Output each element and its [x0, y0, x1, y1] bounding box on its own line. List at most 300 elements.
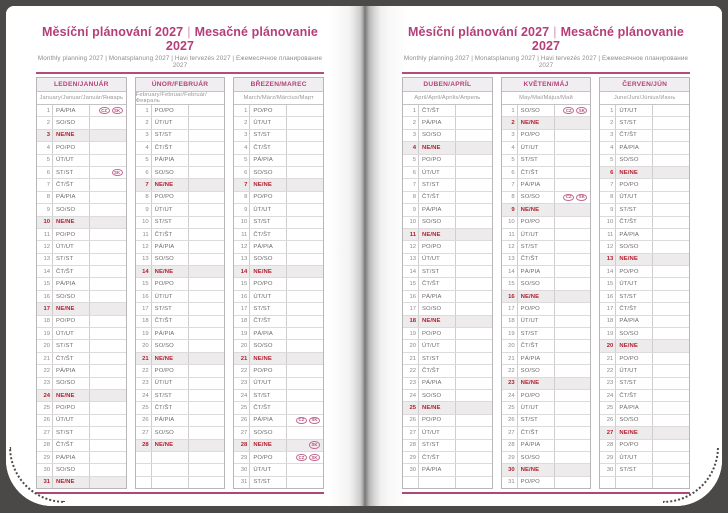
- day-row: [136, 353, 225, 365]
- day-abbreviation: PÁ/PIA: [53, 365, 90, 376]
- notes-cell: [555, 378, 591, 389]
- day-number: 13: [600, 254, 616, 265]
- day-abbreviation: ST/ST: [250, 477, 287, 488]
- day-abbreviation: ÚT/UT: [616, 105, 653, 116]
- month-day-grid: [37, 105, 126, 488]
- notes-cell: [287, 254, 323, 265]
- day-abbreviation: ST/ST: [419, 440, 456, 451]
- day-row: [234, 440, 323, 452]
- notes-cell: [456, 340, 492, 351]
- day-abbreviation: ČT/ŠT: [250, 316, 287, 327]
- notes-cell: [653, 328, 689, 339]
- day-number: 12: [403, 241, 419, 252]
- day-row: [136, 167, 225, 179]
- month-name: LEDEN/JANUÁR: [37, 78, 126, 92]
- day-number: 28: [136, 440, 152, 451]
- day-abbreviation: NE/NE: [419, 142, 456, 153]
- notes-cell: [555, 167, 591, 178]
- day-row: [502, 229, 591, 241]
- bottom-rule: [402, 492, 690, 494]
- day-number: 24: [502, 390, 518, 401]
- notes-cell: [287, 427, 323, 438]
- left-page-month-columns: [36, 77, 324, 489]
- day-row: [136, 328, 225, 340]
- empty-row: [136, 452, 225, 464]
- notes-cell: [456, 328, 492, 339]
- day-row: [234, 378, 323, 390]
- day-number: 6: [37, 167, 53, 178]
- day-row: [502, 142, 591, 154]
- day-abbreviation: PÁ/PIA: [616, 402, 653, 413]
- day-row: [502, 427, 591, 439]
- day-row: [37, 167, 126, 179]
- day-row: [234, 415, 323, 427]
- day-row: [136, 241, 225, 253]
- day-number: 8: [502, 192, 518, 203]
- day-abbreviation: SO/SO: [518, 452, 555, 463]
- day-number: 4: [403, 142, 419, 153]
- day-row: [234, 353, 323, 365]
- day-number: 24: [600, 390, 616, 401]
- day-row: [600, 464, 689, 476]
- notes-cell: [456, 266, 492, 277]
- month-languages: May/Mai/Május/Май: [502, 92, 591, 105]
- notes-cell: [555, 452, 591, 463]
- day-number: 16: [403, 291, 419, 302]
- day-row: [502, 117, 591, 129]
- day-row: [37, 316, 126, 328]
- day-number: 22: [502, 365, 518, 376]
- day-abbreviation: PO/PO: [616, 266, 653, 277]
- day-row: [37, 117, 126, 129]
- day-row: [37, 328, 126, 340]
- day-row: [600, 440, 689, 452]
- notes-cell: [555, 464, 591, 475]
- day-abbreviation: SO/SO: [53, 378, 90, 389]
- day-abbreviation: PO/PO: [250, 365, 287, 376]
- day-row: [37, 291, 126, 303]
- day-abbreviation: ÚT/UT: [419, 340, 456, 351]
- notes-cell: [90, 291, 126, 302]
- day-row: [502, 378, 591, 390]
- day-row: [600, 427, 689, 439]
- day-row: [600, 303, 689, 315]
- notes-cell: [90, 142, 126, 153]
- day-abbreviation: SO/SO: [53, 464, 90, 475]
- day-number: 23: [600, 378, 616, 389]
- day-abbreviation: ČT/ŠT: [152, 142, 189, 153]
- notes-cell: [287, 142, 323, 153]
- notes-cell: [189, 477, 225, 488]
- notes-cell: [189, 105, 225, 116]
- day-number: 12: [37, 241, 53, 252]
- day-abbreviation: PO/PO: [518, 303, 555, 314]
- day-abbreviation: NE/NE: [250, 353, 287, 364]
- day-number: 29: [234, 452, 250, 463]
- notes-cell: [653, 266, 689, 277]
- notes-cell: [653, 217, 689, 228]
- day-row: [502, 340, 591, 352]
- day-abbreviation: ČT/ŠT: [53, 179, 90, 190]
- day-number: 10: [234, 217, 250, 228]
- day-number: 8: [234, 192, 250, 203]
- day-abbreviation: ST/ST: [53, 254, 90, 265]
- notes-cell: [287, 464, 323, 475]
- day-abbreviation: ČT/ŠT: [152, 402, 189, 413]
- day-abbreviation: ST/ST: [518, 328, 555, 339]
- day-number: 20: [37, 340, 53, 351]
- month-languages: March/März/Március/Март: [234, 92, 323, 105]
- notes-cell: [189, 130, 225, 141]
- day-number: 21: [37, 353, 53, 364]
- notes-cell: [90, 204, 126, 215]
- notes-cell: [653, 229, 689, 240]
- day-row: [136, 390, 225, 402]
- day-row: [502, 440, 591, 452]
- notes-cell: [287, 340, 323, 351]
- day-number: 7: [234, 179, 250, 190]
- day-row: [234, 229, 323, 241]
- notes-cell: [189, 452, 225, 463]
- day-row: [403, 427, 492, 439]
- page-title-czech: Měsíční plánování 2027: [408, 25, 550, 39]
- day-number: 3: [502, 130, 518, 141]
- notes-cell: [456, 365, 492, 376]
- day-abbreviation: PÁ/PIA: [518, 440, 555, 451]
- day-row: [600, 117, 689, 129]
- day-row: [600, 390, 689, 402]
- day-number: 7: [37, 179, 53, 190]
- notes-cell: [555, 241, 591, 252]
- day-abbreviation: PÁ/PIA: [518, 266, 555, 277]
- day-abbreviation: ÚT/UT: [53, 241, 90, 252]
- empty-row: [136, 464, 225, 476]
- day-abbreviation: ÚT/UT: [53, 328, 90, 339]
- notes-cell: [90, 105, 126, 116]
- notes-cell: [90, 464, 126, 475]
- notes-cell: [456, 477, 492, 488]
- day-number: 7: [403, 179, 419, 190]
- day-row: [403, 105, 492, 117]
- notes-cell: [287, 328, 323, 339]
- day-abbreviation: NE/NE: [53, 130, 90, 141]
- day-number: 9: [403, 204, 419, 215]
- notes-cell: [189, 117, 225, 128]
- day-number: 30: [403, 464, 419, 475]
- day-abbreviation: PO/PO: [518, 390, 555, 401]
- day-number: 13: [403, 254, 419, 265]
- month-column-3: [402, 77, 493, 489]
- day-number: 15: [403, 278, 419, 289]
- day-abbreviation: SO/SO: [53, 291, 90, 302]
- notes-cell: [456, 440, 492, 451]
- day-abbreviation: ST/ST: [616, 378, 653, 389]
- day-number: 11: [600, 229, 616, 240]
- day-number: 28: [234, 440, 250, 451]
- day-number: 16: [502, 291, 518, 302]
- day-number: 14: [502, 266, 518, 277]
- notes-cell: [189, 378, 225, 389]
- day-number: 5: [600, 155, 616, 166]
- notes-cell: [456, 217, 492, 228]
- notes-cell: [189, 303, 225, 314]
- day-row: [37, 179, 126, 191]
- day-row: [502, 477, 591, 488]
- notes-cell: [555, 229, 591, 240]
- day-abbreviation: ČT/ŠT: [53, 440, 90, 451]
- day-row: [502, 204, 591, 216]
- day-abbreviation: SO/SO: [250, 427, 287, 438]
- day-abbreviation: ST/ST: [53, 167, 90, 178]
- day-abbreviation: PÁ/PIA: [419, 378, 456, 389]
- day-abbreviation: SO/SO: [53, 204, 90, 215]
- notes-cell: [287, 365, 323, 376]
- day-row: [37, 378, 126, 390]
- day-number: 28: [600, 440, 616, 451]
- day-row: [37, 464, 126, 476]
- day-number: 1: [403, 105, 419, 116]
- day-number: 9: [37, 204, 53, 215]
- day-abbreviation: NE/NE: [518, 291, 555, 302]
- day-abbreviation: ST/ST: [518, 241, 555, 252]
- notes-cell: [456, 241, 492, 252]
- notes-cell: [189, 402, 225, 413]
- notes-cell: [189, 179, 225, 190]
- notes-cell: [189, 316, 225, 327]
- notes-cell: [456, 415, 492, 426]
- day-number: 7: [502, 179, 518, 190]
- day-abbreviation: NE/NE: [616, 427, 653, 438]
- day-row: [136, 254, 225, 266]
- day-abbreviation: SO/SO: [616, 415, 653, 426]
- day-row: [37, 155, 126, 167]
- day-abbreviation: ST/ST: [250, 130, 287, 141]
- day-row: [502, 130, 591, 142]
- day-row: [37, 217, 126, 229]
- day-number: 21: [600, 353, 616, 364]
- notes-cell: [653, 452, 689, 463]
- day-abbreviation: PÁ/PIA: [152, 241, 189, 252]
- day-row: [403, 328, 492, 340]
- notes-cell: [456, 167, 492, 178]
- notes-cell: [90, 452, 126, 463]
- day-row: [37, 340, 126, 352]
- day-abbreviation: SO/SO: [419, 130, 456, 141]
- day-number: 10: [136, 217, 152, 228]
- day-abbreviation: NE/NE: [53, 390, 90, 401]
- day-abbreviation: PÁ/PIA: [518, 179, 555, 190]
- day-number: 23: [502, 378, 518, 389]
- holiday-badge-cz: CZ: [563, 194, 574, 202]
- day-number: 14: [403, 266, 419, 277]
- day-number: 29: [403, 452, 419, 463]
- day-row: [37, 241, 126, 253]
- day-number: 16: [37, 291, 53, 302]
- day-abbreviation: NE/NE: [152, 440, 189, 451]
- day-number: 5: [234, 155, 250, 166]
- notes-cell: [287, 241, 323, 252]
- day-row: [234, 241, 323, 253]
- day-row: [403, 204, 492, 216]
- day-row: [403, 402, 492, 414]
- day-abbreviation: PÁ/PIA: [250, 415, 287, 426]
- page-title-slovak: Mesačné plánovanie 2027: [165, 25, 318, 53]
- notes-cell: [456, 291, 492, 302]
- notes-cell: [90, 241, 126, 252]
- notes-cell: [456, 204, 492, 215]
- notes-cell: [456, 278, 492, 289]
- day-abbreviation: PO/PO: [518, 217, 555, 228]
- day-row: [403, 117, 492, 129]
- day-number: 17: [600, 303, 616, 314]
- notes-cell: [555, 278, 591, 289]
- notes-cell: [555, 117, 591, 128]
- notes-cell: [653, 117, 689, 128]
- month-column-0: [36, 77, 127, 489]
- day-number: 2: [37, 117, 53, 128]
- notes-cell: [287, 179, 323, 190]
- day-row: [403, 440, 492, 452]
- day-row: [502, 402, 591, 414]
- day-abbreviation: PO/PO: [250, 192, 287, 203]
- day-number: 5: [502, 155, 518, 166]
- notes-cell: [287, 192, 323, 203]
- day-number: 24: [234, 390, 250, 401]
- day-abbreviation: ČT/ŠT: [250, 229, 287, 240]
- day-number: 25: [502, 402, 518, 413]
- notes-cell: [555, 254, 591, 265]
- day-row: [600, 291, 689, 303]
- day-abbreviation: SO/SO: [419, 303, 456, 314]
- notes-cell: [189, 390, 225, 401]
- notes-cell: [653, 204, 689, 215]
- day-number: 17: [502, 303, 518, 314]
- day-number: 14: [37, 266, 53, 277]
- day-row: [234, 105, 323, 117]
- day-number: 24: [37, 390, 53, 401]
- notes-cell: [189, 415, 225, 426]
- day-row: [37, 390, 126, 402]
- notes-cell: [555, 192, 591, 203]
- day-abbreviation: ÚT/UT: [616, 192, 653, 203]
- day-row: [403, 142, 492, 154]
- notes-cell: [456, 254, 492, 265]
- month-name: ČERVEN/JÚN: [600, 78, 689, 92]
- notes-cell: [90, 179, 126, 190]
- day-abbreviation: ST/ST: [616, 464, 653, 475]
- month-day-grid: [234, 105, 323, 488]
- day-abbreviation: NE/NE: [616, 167, 653, 178]
- day-abbreviation: ÚT/UT: [152, 117, 189, 128]
- day-row: [403, 192, 492, 204]
- day-row: [502, 452, 591, 464]
- day-row: [403, 179, 492, 191]
- month-name: ÚNOR/FEBRUÁR: [136, 78, 225, 92]
- holiday-badge-cz: CZ: [296, 417, 307, 425]
- day-row: [37, 353, 126, 365]
- left-page-header: [36, 6, 324, 74]
- day-row: [37, 278, 126, 290]
- day-abbreviation: ÚT/UT: [616, 452, 653, 463]
- day-abbreviation: ÚT/UT: [419, 167, 456, 178]
- day-number: 17: [37, 303, 53, 314]
- day-abbreviation: PO/PO: [616, 353, 653, 364]
- notes-cell: [653, 254, 689, 265]
- day-row: [600, 204, 689, 216]
- day-abbreviation: PO/PO: [53, 142, 90, 153]
- notes-cell: [555, 328, 591, 339]
- page-subtitle: Monthly planning 2027 | Monatsplanung 2027 | Havi tervezés 2027 | Ежемесячное планирование 2027: [37, 55, 323, 69]
- day-number: 4: [37, 142, 53, 153]
- day-number: 11: [37, 229, 53, 240]
- day-number: 10: [600, 217, 616, 228]
- day-number: 28: [502, 440, 518, 451]
- month-column-5: [599, 77, 690, 489]
- day-row: [136, 427, 225, 439]
- day-row: [502, 365, 591, 377]
- day-number: 30: [600, 464, 616, 475]
- day-abbreviation: PÁ/PIA: [518, 353, 555, 364]
- day-row: [136, 229, 225, 241]
- diary-open-spread: [6, 6, 722, 506]
- day-abbreviation: [152, 464, 189, 475]
- notes-cell: [456, 229, 492, 240]
- day-row: [37, 254, 126, 266]
- day-number: 11: [403, 229, 419, 240]
- day-abbreviation: SO/SO: [518, 365, 555, 376]
- notes-cell: [189, 254, 225, 265]
- day-abbreviation: NE/NE: [419, 316, 456, 327]
- day-abbreviation: ČT/ŠT: [250, 402, 287, 413]
- day-row: [600, 254, 689, 266]
- day-row: [403, 378, 492, 390]
- day-number: 8: [136, 192, 152, 203]
- day-abbreviation: SO/SO: [152, 254, 189, 265]
- month-languages: February/Februar/Február/Февраль: [136, 92, 225, 105]
- day-number: 26: [234, 415, 250, 426]
- day-abbreviation: NE/NE: [518, 204, 555, 215]
- day-number: 15: [502, 278, 518, 289]
- day-abbreviation: ČT/ŠT: [518, 167, 555, 178]
- day-number: 18: [136, 316, 152, 327]
- day-row: [403, 130, 492, 142]
- notes-cell: [456, 117, 492, 128]
- day-abbreviation: PO/PO: [419, 241, 456, 252]
- day-number: [403, 477, 419, 488]
- day-abbreviation: ÚT/UT: [518, 402, 555, 413]
- day-row: [403, 291, 492, 303]
- notes-cell: [90, 378, 126, 389]
- notes-cell: [555, 390, 591, 401]
- day-abbreviation: ČT/ŠT: [152, 316, 189, 327]
- day-row: [403, 316, 492, 328]
- month-day-grid: [600, 105, 689, 488]
- notes-cell: [90, 217, 126, 228]
- day-row: [37, 477, 126, 488]
- day-abbreviation: PO/PO: [518, 130, 555, 141]
- notes-cell: [287, 291, 323, 302]
- day-number: 16: [136, 291, 152, 302]
- notes-cell: [90, 477, 126, 488]
- month-day-grid: [136, 105, 225, 488]
- day-abbreviation: SO/SO: [419, 217, 456, 228]
- day-number: 6: [136, 167, 152, 178]
- day-number: 14: [136, 266, 152, 277]
- day-abbreviation: SO/SO: [518, 192, 555, 203]
- day-abbreviation: ÚT/UT: [518, 142, 555, 153]
- day-row: [136, 204, 225, 216]
- notes-cell: [555, 415, 591, 426]
